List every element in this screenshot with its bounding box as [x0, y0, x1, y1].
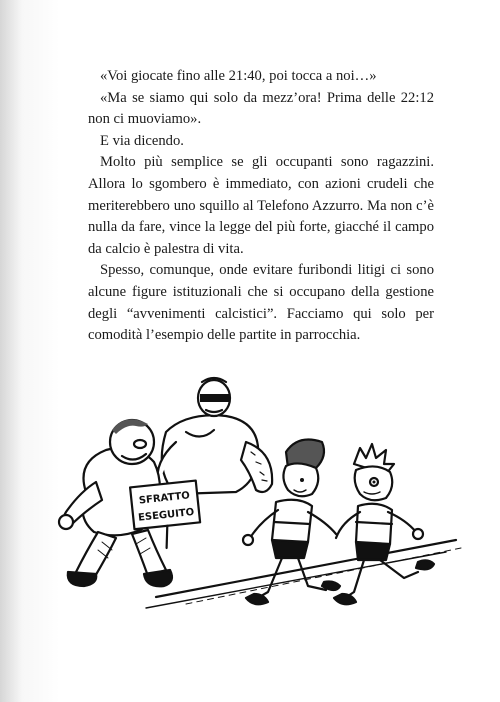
paragraph-5: Spesso, comunque, onde evitare furibondi litigi ci sono alcune figure istituzionali che si occupano della gestione degli “avvenimenti calcistici”. Facciamo qui solo per comodità l’esempio delle partite in parrocchia. [88, 262, 434, 344]
big-guy-figure [157, 378, 272, 494]
sign-line-2: ESEGUITO [137, 506, 195, 524]
running-boy-right [334, 444, 434, 604]
sign-line-1: SFRATTO [138, 490, 191, 507]
paragraph-1: «Voi giocate fino alle 21:40, poi tocca a noi…» [100, 68, 377, 84]
cartoon-illustration [36, 372, 476, 672]
paragraph-3: E via dicendo. [100, 132, 184, 149]
body-text [88, 66, 434, 347]
paragraph-4: Molto più semplice se gli occupanti sono ragazzini. Allora lo sgombero è immediato, con azioni crudeli che meriterebbero uno squillo al Telefono Azzurro. Ma non c’è nulla da fare, vince la legge del più forte, giacché il campo da calcio è palestra di vita. [88, 154, 434, 257]
paragraph-2: «Ma se siamo qui solo da mezz’ora! Prima delle 22:12 non ci muoviamo». [88, 89, 434, 128]
